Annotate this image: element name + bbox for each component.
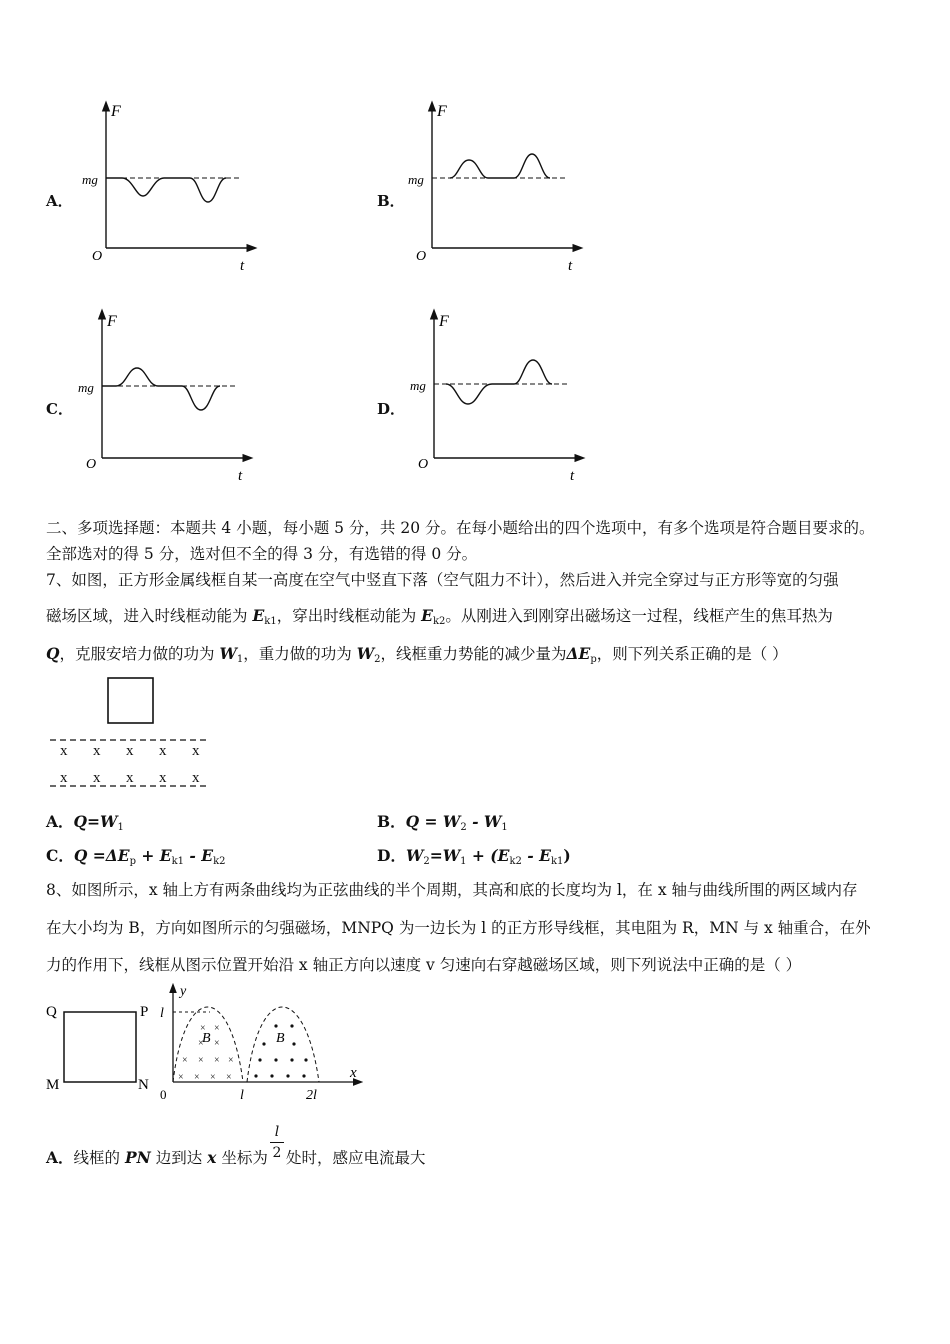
- svg-text:×: ×: [200, 1023, 206, 1034]
- graph-c-xlabel: t: [238, 468, 243, 484]
- svg-text:B: B: [202, 1031, 211, 1046]
- q8-square-frame: [64, 1012, 136, 1082]
- graph-b-ylabel: F: [437, 103, 447, 120]
- q7-option-c[interactable]: C．$Q =\Delta E_p + E_{k1} - E_{k2}$: [46, 846, 226, 867]
- graph-d-xlabel: t: [570, 468, 575, 484]
- graph-a-ylabel: F: [111, 103, 121, 120]
- graph-c-letter: C．: [46, 400, 73, 418]
- svg-text:2l: 2l: [306, 1088, 317, 1103]
- graph-a-letter: A．: [46, 192, 73, 210]
- svg-text:×: ×: [178, 1072, 184, 1083]
- q7-figure: [46, 674, 216, 794]
- svg-text:×: ×: [198, 1055, 204, 1066]
- q7-option-a[interactable]: A．$Q=W_1$: [46, 812, 124, 833]
- svg-text:y: y: [180, 984, 187, 999]
- graph-b-level: mg: [408, 172, 424, 187]
- graph-d-origin: O: [418, 457, 429, 472]
- graph-d: [408, 306, 588, 484]
- q8-option-a-fraction: l 2: [270, 1124, 284, 1161]
- q8-label-n: N: [138, 1077, 149, 1093]
- graph-b-origin: O: [416, 249, 427, 264]
- graph-a-origin: O: [92, 249, 103, 264]
- svg-text:×: ×: [194, 1072, 200, 1083]
- q8-label-m: M: [46, 1077, 60, 1093]
- q7-square-frame: [108, 678, 153, 723]
- q7-option-b[interactable]: B．$Q = W_2 - W_1$: [377, 812, 508, 833]
- svg-text:×: ×: [228, 1055, 234, 1066]
- q8-option-a[interactable]: A．线框的 PN 边到达 x 坐标为: [46, 1148, 268, 1167]
- graph-b: [406, 98, 586, 276]
- graph-a-xlabel: t: [240, 258, 245, 274]
- q8-label-p: P: [140, 1004, 149, 1020]
- section-title-line2: 全部选对的得 5 分，选对但不全的得 3 分，有选错的得 0 分。: [46, 545, 478, 563]
- svg-text:x: x: [192, 770, 200, 786]
- svg-text:x: x: [126, 743, 134, 759]
- q7-line3: Q，克服安培力做的功为 $W_1$，重力做的功为 $W_2$，线框重力势能的减少量为$\Delta E_p$，则下列关系正确的是（ ）: [46, 644, 788, 665]
- svg-text:l: l: [160, 1006, 164, 1021]
- svg-text:x: x: [93, 770, 101, 786]
- svg-text:×: ×: [182, 1055, 188, 1066]
- svg-text:×: ×: [214, 1055, 220, 1066]
- q8-figure: [40, 982, 370, 1108]
- svg-text:x: x: [60, 770, 68, 786]
- q7-line1: 7、如图，正方形金属线框自某一高度在空气中竖直下落（空气阻力不计），然后进入并完全穿过与正方形等宽的匀强: [46, 571, 839, 589]
- q7-line2: 磁场区域，进入时线框动能为 $E_{k1}$，穿出时线框动能为 $E_{k2}$。从刚进入到刚穿出磁场这一过程，线框产生的焦耳热为: [46, 606, 833, 627]
- q8-label-q: Q: [46, 1004, 57, 1020]
- svg-text:0: 0: [160, 1087, 167, 1102]
- svg-text:x: x: [60, 743, 68, 759]
- graph-b-xlabel: t: [568, 258, 573, 274]
- q7-option-d[interactable]: D．$W_2=W_1 + (E_{k2} - E_{k1})$: [377, 846, 571, 867]
- svg-text:×: ×: [210, 1072, 216, 1083]
- svg-text:×: ×: [214, 1038, 220, 1049]
- graph-d-ylabel: F: [439, 313, 449, 330]
- graph-c-ylabel: F: [107, 313, 117, 330]
- graph-c-origin: O: [86, 457, 97, 472]
- svg-text:B: B: [276, 1031, 285, 1046]
- graph-d-letter: D．: [377, 400, 406, 418]
- graph-a: [80, 98, 260, 276]
- svg-text:x: x: [159, 770, 167, 786]
- q8-option-a-tail: 处时，感应电流最大: [286, 1149, 426, 1167]
- svg-text:x: x: [350, 1065, 357, 1081]
- graph-c: [76, 306, 256, 484]
- svg-text:×: ×: [214, 1023, 220, 1034]
- q8-line2: 在大小均为 B，方向如图所示的匀强磁场，MNPQ 为一边长为 l 的正方形导线框，其电阻为 R，MN 与 x 轴重合，在外: [46, 919, 871, 937]
- svg-text:l: l: [240, 1088, 244, 1103]
- q8-line3: 力的作用下，线框从图示位置开始沿 x 轴正方向以速度 v 匀速向右穿越磁场区域，则下列说法中正确的是（ ）: [46, 956, 802, 974]
- svg-text:x: x: [93, 743, 101, 759]
- svg-text:x: x: [192, 743, 200, 759]
- section-title-line1: 二、多项选择题：本题共 4 小题，每小题 5 分，共 20 分。在每小题给出的四个选项中，有多个选项是符合题目要求的。: [46, 519, 875, 537]
- svg-text:x: x: [159, 743, 167, 759]
- svg-text:x: x: [126, 770, 134, 786]
- graph-a-level: mg: [82, 172, 98, 187]
- q8-line1: 8、如图所示，x 轴上方有两条曲线均为正弦曲线的半个周期，其高和底的长度均为 l，在 x 轴与曲线所围的两区域内存: [46, 881, 858, 899]
- svg-text:×: ×: [226, 1072, 232, 1083]
- graph-b-letter: B．: [377, 192, 405, 210]
- graph-c-level: mg: [78, 380, 94, 395]
- svg-text:×: ×: [198, 1038, 204, 1049]
- graph-d-level: mg: [410, 378, 426, 393]
